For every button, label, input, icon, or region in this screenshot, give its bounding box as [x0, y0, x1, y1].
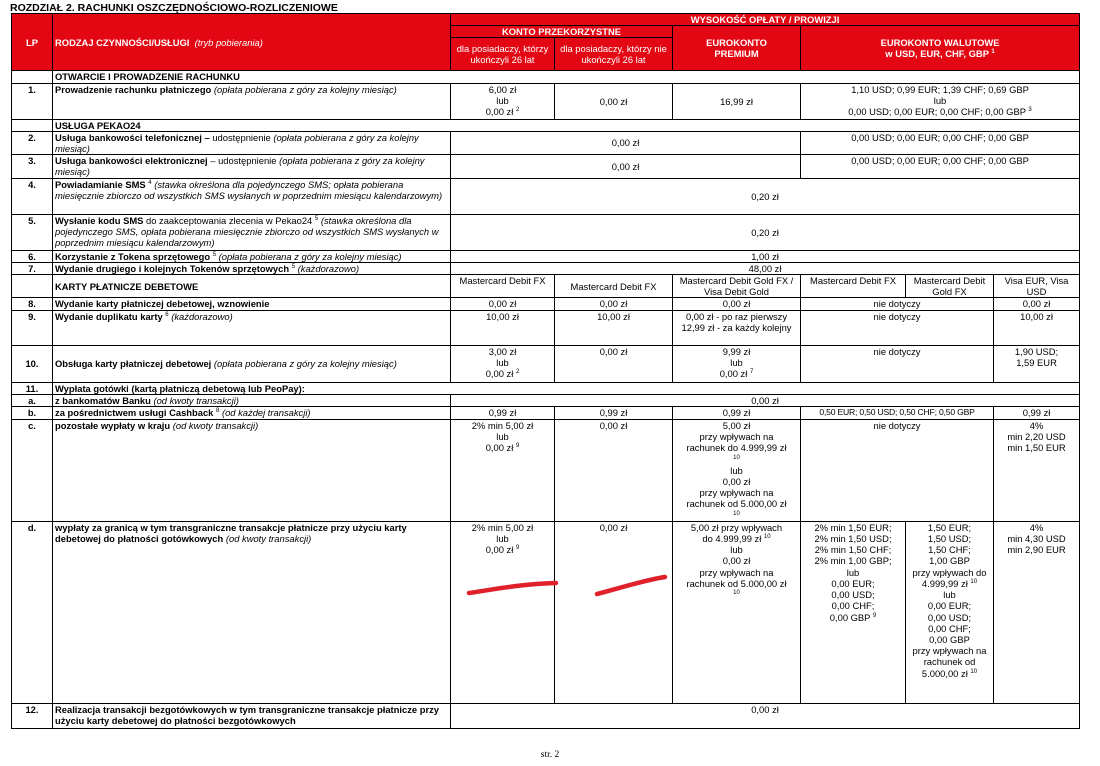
header-wysokosc: WYSOKOŚĆ OPŁATY / PROWIZJI	[451, 14, 1080, 26]
table-row: 9. Wydanie duplikatu karty $^6$ (każdorazowo) 10,00 zł 10,00 zł 0,00 zł - po raz pierwszy 12,99 zł - za każdy kolejny nie dotyczy 10,00 zł	[12, 310, 1080, 345]
header-premium: EUROKONTO PREMIUM	[673, 26, 801, 71]
table-row: 2. Usługa bankowości telefonicznej – udostępnienie (opłata pobierana z góry za kolejny miesiąc) 0,00 zł 0,00 USD; 0,00 EUR; 0,00 CHF; 0,00 GBP	[12, 131, 1080, 154]
page-number: str. 2	[540, 750, 560, 760]
header-konto-b: dla posiadaczy, którzy nie ukończyli 26 lat	[555, 38, 673, 71]
table-row: 5. Wysłanie kodu SMS do zaakceptowania zlecenia w Pekao24 $^5$ (stawka określona dla pojedynczego SMS, opłata pobierana miesięcznie zbiorczo od wszystkich SMS wysłanych w poprzednim miesiącu kalendarzowym) 0,20 zł	[12, 214, 1080, 250]
header-konto: KONTO PRZEKORZYSTNE	[451, 26, 673, 38]
table-row: a. z bankomatów Banku (od kwoty transakcji) 0,00 zł	[12, 394, 1080, 406]
table-row: 10. Obsługa karty płatniczej debetowej (opłata pobierana z góry za kolejny miesiąc) 3,00 zł lub 0,00 zł $^2$ 0,00 zł 9,99 zł lub 0,00 zł $^7$ nie dotyczy 1,90 USD; 1,59 EUR	[12, 345, 1080, 382]
header-walutowe: EUROKONTO WALUTOWE w USD, EUR, CHF, GBP $^1$	[801, 26, 1080, 71]
header-rodzaj: RODZAJ CZYNNOŚCI/USŁUGI (tryb pobierania)	[53, 14, 451, 71]
card-subheader: KARTY PŁATNICZE DEBETOWE Mastercard Debit FX Mastercard Debit FX Mastercard Debit Gold FX / Visa Debit Gold Mastercard Debit FX Mastercard Debit Gold FX Visa EUR, Visa USD	[12, 275, 1080, 298]
table-row: 8. Wydanie karty płatniczej debetowej, wznowienie 0,00 zł 0,00 zł 0,00 zł nie dotyczy 0,00 zł	[12, 298, 1080, 310]
fee-table	[11, 13, 1080, 729]
table-row: c. pozostałe wypłaty w kraju (od kwoty transakcji) 2% min 5,00 zł lub 0,00 zł $^9$ 0,00 zł 5,00 zł przy wpływach na rachunek do 4.999,99 zł $^{10}$ lub 0,00 zł przy wpływach na rachunek od 5.000,00 zł $^{10}$ nie dotyczy 4% min 2,20 USD min 1,50 EUR	[12, 420, 1080, 522]
table-row: 1. Prowadzenie rachunku płatniczego (opłata pobierana z góry za kolejny miesiąc) 6,00 zł lub 0,00 zł $^2$ 0,00 zł 16,99 zł 1,10 USD; 0,99 EUR; 1,39 CHF; 0,69 GBP lub 0,00 USD; 0,00 EUR; 0,00 CHF; 0,00 GBP $^3$	[12, 83, 1080, 119]
header-konto-a: dla posiadaczy, którzy ukończyli 26 lat	[451, 38, 555, 71]
table-row: b. za pośrednictwem usługi Cashback $^8$ (od każdej transakcji) 0,99 zł 0,99 zł 0,99 zł 0,50 EUR; 0,50 USD; 0,50 CHF; 0,50 GBP 0,99 zł	[12, 407, 1080, 420]
table-row: 7. Wydanie drugiego i kolejnych Tokenów sprzętowych $^5$ (każdorazowo) 48,00 zł	[12, 262, 1080, 274]
section-otwarcie: OTWARCIE I PROWADZENIE RACHUNKU	[53, 71, 1080, 83]
table-row: 6. Korzystanie z Tokena sprzętowego $^5$ (opłata pobierana z góry za kolejny miesiąc) 1,00 zł	[12, 250, 1080, 262]
table-row: 11. Wypłata gotówki (kartą płatniczą debetową lub PeoPay):	[12, 382, 1080, 394]
section-pekao24: USŁUGA PEKAO24	[53, 119, 1080, 131]
table-row: 3. Usługa bankowości elektronicznej – udostępnienie (opłata pobierana z góry za kolejny miesiąc) 0,00 zł 0,00 USD; 0,00 EUR; 0,00 CHF; 0,00 GBP	[12, 155, 1080, 178]
table-row: 4. Powiadamianie SMS $^4$ (stawka określona dla pojedynczego SMS; opłata pobierana miesięcznie zbiorczo od wszystkich SMS wysłanych w poprzednim miesiącu kalendarzowym) 0,20 zł	[12, 178, 1080, 214]
table-row: d. wypłaty za granicą w tym transgraniczne transakcje płatnicze przy użyciu karty debetowej do płatności gotówkowych (od kwoty transakcji) 2% min 5,00 zł lub 0,00 zł $^9$ 0,00 zł 5,00 zł przy wpływach do 4.999,99 zł $^{10}$ lub 0,00 zł przy wpływach na rachunek od 5.000,00 zł $^{10}$ 2% min 1,50 EUR; 2% min 1,50 USD; 2% min 1,50 CHF; 2% min 1,00 GBP; lub 0,00 EUR; 0,00 USD; 0,00 CHF; 0,00 GBP $^9$ 1,50 EUR; 1,50 USD; 1,50 CHF; 1,00 GBP przy wpływach do 4.999,99 zł $^{10}$ lub 0,00 EUR; 0,00 USD; 0,00 CHF; 0,00 GBP przy wpływach na rachunek od 5.000,00 zł $^{10}$ 4% min 4,30 USD min 2,90 EUR	[12, 521, 1080, 703]
header-lp: LP	[12, 14, 53, 71]
table-row: 12. Realizacja transakcji bezgotówkowych w tym transgraniczne transakcje płatnicze przy użyciu karty debetowej do płatności bezgotówkowych 0,00 zł	[12, 703, 1080, 728]
section-title: ROZDZIAŁ 2. RACHUNKI OSZCZĘDNOŚCIOWO-ROZLICZENIOWE	[10, 2, 338, 14]
